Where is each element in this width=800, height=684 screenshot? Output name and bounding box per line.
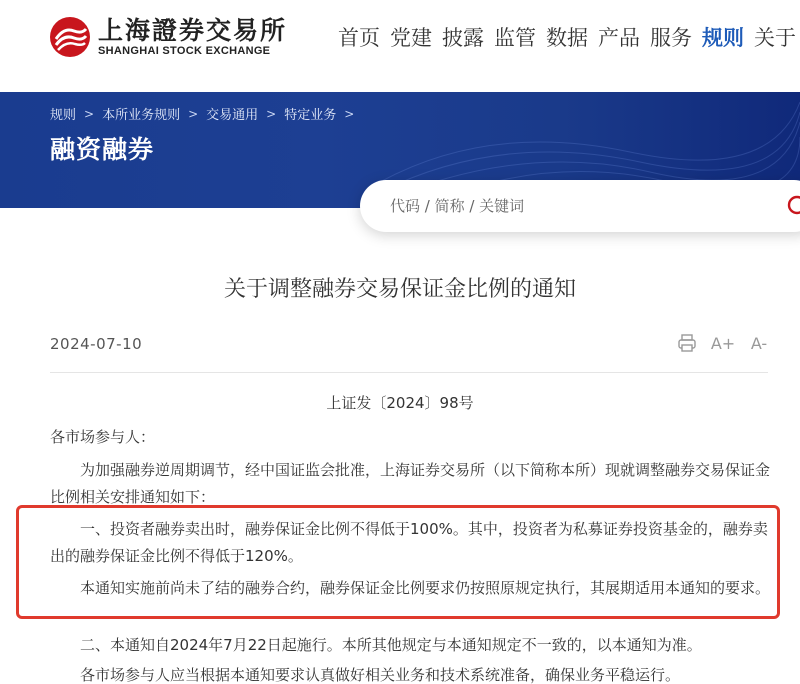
greeting: 各市场参与人： — [50, 428, 156, 446]
publish-date: 2024-07-10 — [50, 335, 143, 353]
nav-home[interactable]: 首页 — [338, 26, 380, 50]
nav-regulation[interactable]: 监管 — [494, 26, 536, 50]
page-title: 融资融券 — [50, 135, 155, 164]
nav-rules[interactable]: 规则 — [702, 26, 744, 50]
breadcrumb-specific-business[interactable]: 特定业务 — [284, 108, 337, 123]
paragraph-preparation: 各市场参与人应当根据本通知要求认真做好相关业务和技术系统准备，确保业务平稳运行。 — [80, 666, 681, 684]
sse-logo[interactable] — [50, 17, 287, 57]
article-title: 关于调整融券交易保证金比例的通知 — [223, 277, 576, 302]
chevron-right-icon: > — [84, 106, 95, 121]
search-input[interactable] — [390, 194, 770, 218]
nav-party[interactable]: 党建 — [390, 26, 432, 50]
nav-about[interactable]: 关于 — [754, 26, 796, 50]
highlight-annotation — [16, 505, 780, 619]
nav-disclosure[interactable]: 披露 — [442, 26, 484, 50]
sse-logo-icon — [50, 17, 90, 57]
divider — [50, 372, 768, 373]
document-number: 上证发〔2024〕98号 — [326, 394, 474, 412]
paragraph-existing-contracts: 本通知实施前尚未了结的融券合约，融券保证金比例要求仍按照原规定执行，其展期适用本通知的要求。 — [80, 579, 771, 597]
article-tools — [676, 332, 770, 354]
nav-products[interactable]: 产品 — [598, 26, 640, 50]
paragraph-item-one: 一、投资者融券卖出时，融券保证金比例不得低于100%。其中，投资者为私募证券投资基金的，融券卖出的融券保证金比例不得低于120%。 — [50, 520, 768, 565]
nav-services[interactable]: 服务 — [650, 26, 692, 50]
nav-data[interactable]: 数据 — [546, 26, 588, 50]
breadcrumb-rules[interactable]: 规则 — [50, 108, 77, 123]
breadcrumb-trading-general[interactable]: 交易通用 — [206, 108, 259, 123]
font-decrease-icon[interactable]: A- — [750, 333, 768, 353]
breadcrumb-business-rules[interactable]: 本所业务规则 — [102, 108, 181, 123]
logo-chinese-name: 上海證券交易所 — [98, 16, 288, 45]
chevron-right-icon: > — [188, 106, 199, 121]
print-icon[interactable] — [676, 332, 698, 354]
breadcrumb — [50, 104, 354, 123]
logo-english-name: SHANGHAI STOCK EXCHANGE — [98, 45, 271, 57]
chevron-right-icon: > — [344, 106, 355, 121]
chevron-right-icon: > — [266, 106, 277, 121]
paragraph-intro: 为加强融券逆周期调节，经中国证监会批准，上海证券交易所（以下简称本所）现就调整融券交易保证金比例相关安排通知如下： — [50, 461, 771, 506]
main-nav — [338, 22, 796, 54]
search-box — [360, 180, 800, 232]
paragraph-item-two: 二、本通知自2024年7月22日起施行。本所其他规定与本通知规定不一致的，以本通知为准。 — [80, 636, 702, 654]
site-header — [0, 0, 800, 92]
search-icon[interactable] — [786, 194, 800, 218]
font-increase-icon[interactable]: A+ — [710, 333, 736, 353]
